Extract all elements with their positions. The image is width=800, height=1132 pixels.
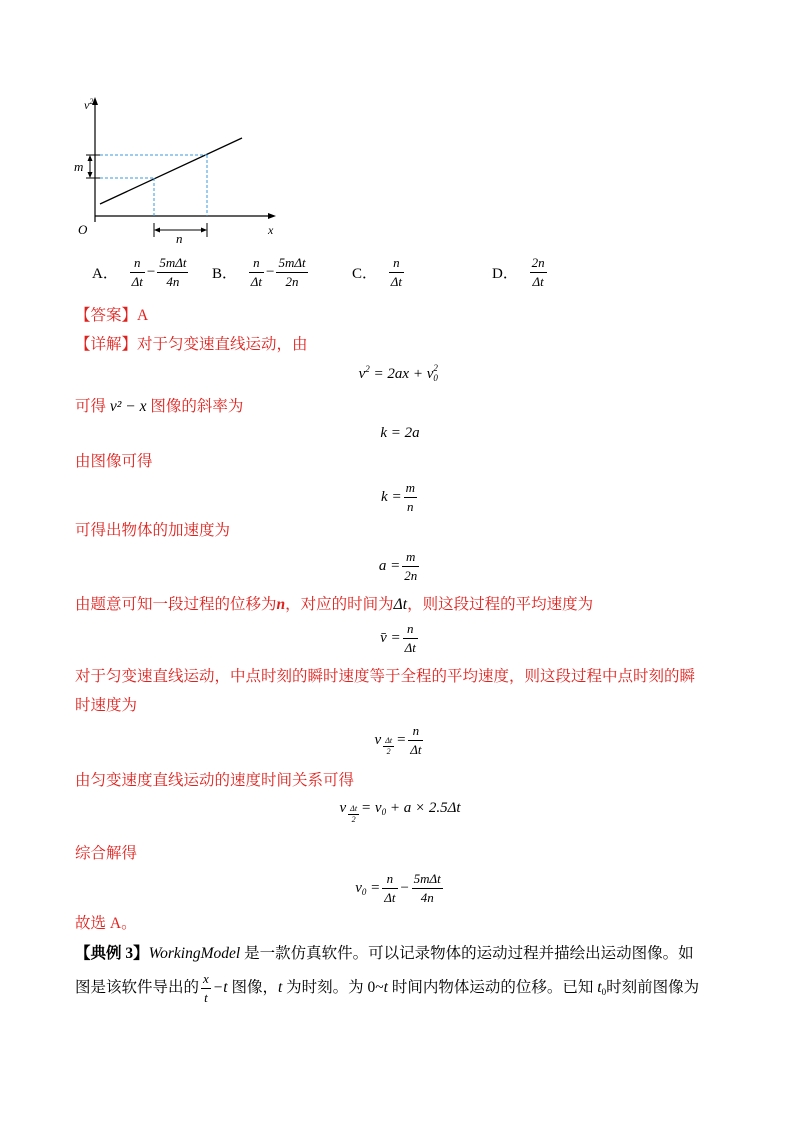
equation-1 xyxy=(0,364,800,383)
option-b-letter: B． xyxy=(212,266,238,282)
eq3-lhs: k = xyxy=(381,488,402,505)
x-axis-arrow xyxy=(268,213,276,219)
option-b-den1: Δt xyxy=(250,274,263,289)
line2-pre: 可得 xyxy=(75,398,107,415)
data-line xyxy=(100,138,242,204)
option-c[interactable] xyxy=(352,254,406,291)
eq8-num1: n xyxy=(382,870,397,889)
example-t0: t xyxy=(597,979,602,997)
eq7-rhs-sub: 0 xyxy=(381,807,387,817)
n-arrow-left xyxy=(154,228,160,233)
eq6-eq: = xyxy=(396,731,407,748)
origin-label: O xyxy=(78,222,88,237)
eq7-sub-num: Δt xyxy=(350,804,358,813)
eq5-num: n xyxy=(403,620,418,639)
option-b-num2: 5mΔt xyxy=(276,254,307,273)
eq8-eq: = xyxy=(370,879,381,896)
eq7-rhs-post: + a × 2.5Δt xyxy=(386,800,461,816)
option-b-den2: 2n xyxy=(285,274,299,289)
eq5-lhs: v̄ = xyxy=(380,629,401,646)
eq3-num: m xyxy=(404,479,417,498)
equation-7 xyxy=(0,800,800,825)
option-a[interactable] xyxy=(92,254,190,291)
eq8-op: − xyxy=(399,879,410,896)
n-arrow-right xyxy=(201,228,207,233)
line5-post: ，则这段过程的平均速度为 xyxy=(407,596,594,613)
x-axis-label: x xyxy=(268,223,274,237)
answer-value: A xyxy=(137,307,149,324)
detail-intro xyxy=(75,334,308,356)
conclusion: 故选 A。 xyxy=(75,915,137,932)
line2-post: 图像的斜率为 xyxy=(150,398,244,415)
option-d[interactable] xyxy=(492,254,549,291)
option-a-den2: 4n xyxy=(166,274,180,289)
option-d-num1: 2n xyxy=(530,254,547,273)
eq4-den: 2n xyxy=(404,568,418,583)
detail-label: 【详解】 xyxy=(75,336,138,353)
option-a-letter: A． xyxy=(92,266,118,282)
example-label: 【典例 3】 xyxy=(75,945,149,962)
detail-line-5 xyxy=(75,594,593,616)
m-arrow-up xyxy=(88,155,93,161)
line5-mid: ，对应的时间为 xyxy=(285,596,394,613)
equation-5 xyxy=(0,620,800,657)
example-line2-mid2: 为时刻。为 0~ xyxy=(282,979,384,997)
detail-line-7: 由匀变速度直线运动的速度时间关系可得 xyxy=(75,772,355,789)
eq7-v: v xyxy=(339,800,347,816)
example-line2-pre: 图是该软件导出的 xyxy=(75,979,200,997)
eq1-mid: = 2ax + v xyxy=(369,366,434,382)
y-axis-label: $v^2$ xyxy=(84,97,94,112)
option-c-letter: C． xyxy=(352,266,378,282)
option-a-num2: 5mΔt xyxy=(157,254,188,273)
equation-3 xyxy=(0,479,800,516)
eq8-den1: Δt xyxy=(384,890,396,905)
equation-6 xyxy=(0,722,800,759)
eq1-sub: 0 xyxy=(433,373,438,383)
detail-line-6b: 时速度为 xyxy=(75,697,138,714)
answer-line xyxy=(75,305,148,327)
eq1-script xyxy=(433,363,441,383)
example-line2-post: 时间内物体运动的位移。已知 xyxy=(387,979,598,997)
detail-line-2 xyxy=(75,396,243,418)
example-expr-post: −t xyxy=(212,979,228,997)
line5-dt: Δt xyxy=(393,596,408,613)
m-arrow-down xyxy=(88,172,93,178)
detail-line-4: 可得出物体的加速度为 xyxy=(75,522,231,539)
example-t0-sub: 0 xyxy=(601,987,607,998)
eq7-rhs-pre: = v xyxy=(361,800,382,816)
equation-8 xyxy=(0,870,800,907)
detail-line-8: 综合解得 xyxy=(75,845,138,862)
example-frac-num: x xyxy=(201,970,211,989)
eq1-lhs: v xyxy=(358,366,366,382)
example-line2-mid: 图像， xyxy=(227,979,278,997)
line5-n: n xyxy=(276,596,286,613)
example-software: WorkingModel xyxy=(148,945,241,962)
example-line1-rest: 是一款仿真软件。可以记录物体的运动过程并描绘出运动图像。如 xyxy=(240,945,694,962)
example-t-var: t xyxy=(277,979,283,997)
eq8-num2: 5mΔt xyxy=(412,870,443,889)
option-b-num1: n xyxy=(249,254,264,273)
option-c-den1: Δt xyxy=(390,274,403,289)
answer-label: 【答案】 xyxy=(75,307,138,324)
eq1-sup: 2 xyxy=(433,363,438,373)
eq6-num: n xyxy=(408,722,423,741)
eq8-den2: 4n xyxy=(420,890,434,905)
option-a-den1: Δt xyxy=(131,274,143,289)
eq6-sub-num: Δt xyxy=(385,735,393,745)
eq4-lhs: a = xyxy=(378,557,401,574)
option-a-op: − xyxy=(146,263,156,280)
eq6-den: Δt xyxy=(410,742,422,757)
n-label: n xyxy=(176,231,183,245)
eq6-v: v xyxy=(374,731,382,748)
option-b-op: − xyxy=(266,263,275,280)
v2-x-graph xyxy=(70,95,290,245)
eq6-sub-den: 2 xyxy=(386,746,391,756)
eq8-lhs-sub: 0 xyxy=(361,886,367,897)
example-3-line-1 xyxy=(75,943,694,965)
line2-expr: v² − x xyxy=(109,398,147,415)
eq3-den: n xyxy=(407,499,414,514)
eq8-lhs: v xyxy=(355,879,362,896)
option-a-num1: n xyxy=(130,254,145,273)
option-b[interactable] xyxy=(212,254,310,291)
equation-2: k = 2a xyxy=(380,425,420,441)
example-3-line-2 xyxy=(75,970,699,1009)
option-c-num1: n xyxy=(389,254,404,273)
example-frac-den: t xyxy=(204,990,208,1005)
example-line2-end: 时刻前图像为 xyxy=(606,979,700,997)
option-d-den1: Δt xyxy=(532,274,544,289)
detail-intro-text: 对于匀变速直线运动，由 xyxy=(137,336,308,353)
line5-pre: 由题意可知一段过程的位移为 xyxy=(75,596,277,613)
detail-line-6a: 对于匀变速直线运动，中点时刻的瞬时速度等于全程的平均速度，则这段过程中点时刻的瞬 xyxy=(75,668,696,685)
example-t-var2: t xyxy=(383,979,388,997)
m-label: m xyxy=(74,159,84,174)
eq5-den: Δt xyxy=(404,640,416,655)
option-d-letter: D． xyxy=(492,266,518,282)
eq4-num: m xyxy=(402,548,419,567)
eq1-lhs-sup: 2 xyxy=(365,364,370,374)
eq7-sub-den: 2 xyxy=(351,815,356,824)
equation-4 xyxy=(0,548,800,585)
detail-line-3: 由图像可得 xyxy=(75,453,153,470)
